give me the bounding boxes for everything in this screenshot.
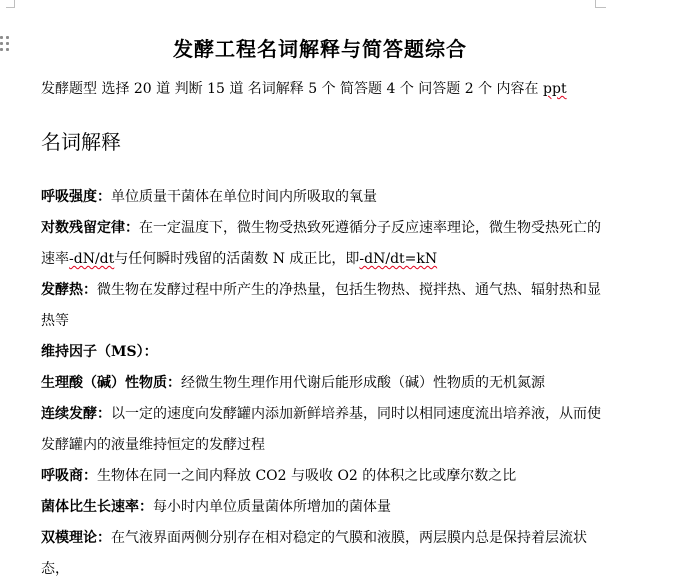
term-definition: 经微生物生理作用代谢后能形成酸（碱）性物质的无机氮源 [181, 375, 545, 391]
top-right-margin-mark [595, 0, 606, 8]
top-left-margin-mark [6, 0, 15, 8]
intro-text: 发酵题型 选择 20 道 判断 15 道 名词解释 5 个 简答题 4 个 问答题 2 个 内容在 [41, 81, 544, 97]
term-name: 菌体比生长速率： [41, 499, 153, 515]
term-physiological-acid-base [41, 368, 601, 399]
term-continuous-fermentation [41, 399, 601, 461]
term-name: 维持因子（MS）： [41, 344, 158, 360]
term-name: 呼吸强度： [41, 189, 111, 205]
term-specific-growth-rate [41, 492, 601, 523]
term-formula: -dN/dt [69, 251, 115, 267]
term-name: 对数残留定律： [41, 220, 139, 236]
term-definition: 以一定的速度向发酵罐内添加新鲜培养基，同时以相同速度流出培养液，从而使发酵罐内的液量维持恒定的发酵过程 [41, 406, 601, 453]
term-definition: 与任何瞬时残留的活菌数 N 成正比，即 [114, 251, 360, 267]
intro-line [41, 78, 567, 98]
term-definition: 生物体在同一之间内释放 CO2 与吸收 O2 的体积之比或摩尔数之比 [97, 468, 517, 484]
term-definition: 在一定温度下，微生物受热致死遵循分子反应速率理论，微生物受热死亡的速率 [41, 220, 601, 267]
term-log-survival-law [41, 213, 601, 275]
term-name: 双模理论： [41, 530, 111, 546]
term-respiration-intensity [41, 182, 601, 213]
term-name: 发酵热： [41, 282, 97, 298]
term-definition: 微生物在发酵过程中所产生的净热量，包括生物热、搅拌热、通气热、辐射热和显热等 [41, 282, 601, 329]
term-formula: -dN/dt=kN [359, 251, 438, 267]
term-definition: 单位质量干菌体在单位时间内所吸取的氧量 [111, 189, 377, 205]
term-definition: 在气液界面两侧分别存在相对稳定的气膜和液膜，两层膜内总是保持着层流状态， [41, 530, 587, 577]
term-respiratory-quotient [41, 461, 601, 492]
term-definition: 每小时内单位质量菌体所增加的菌体量 [153, 499, 391, 515]
term-name: 连续发酵： [41, 406, 111, 422]
intro-ppt-word: ppt [543, 81, 567, 97]
term-list [41, 182, 601, 585]
document-title: 发酵工程名词解释与简答题综合 [173, 37, 467, 61]
term-maintenance-factor [41, 337, 601, 368]
term-two-film-theory [41, 523, 601, 585]
term-fermentation-heat [41, 275, 601, 337]
term-name: 呼吸商： [41, 468, 97, 484]
section-heading: 名词解释 [41, 130, 121, 154]
term-name: 生理酸（碱）性物质： [41, 375, 181, 391]
